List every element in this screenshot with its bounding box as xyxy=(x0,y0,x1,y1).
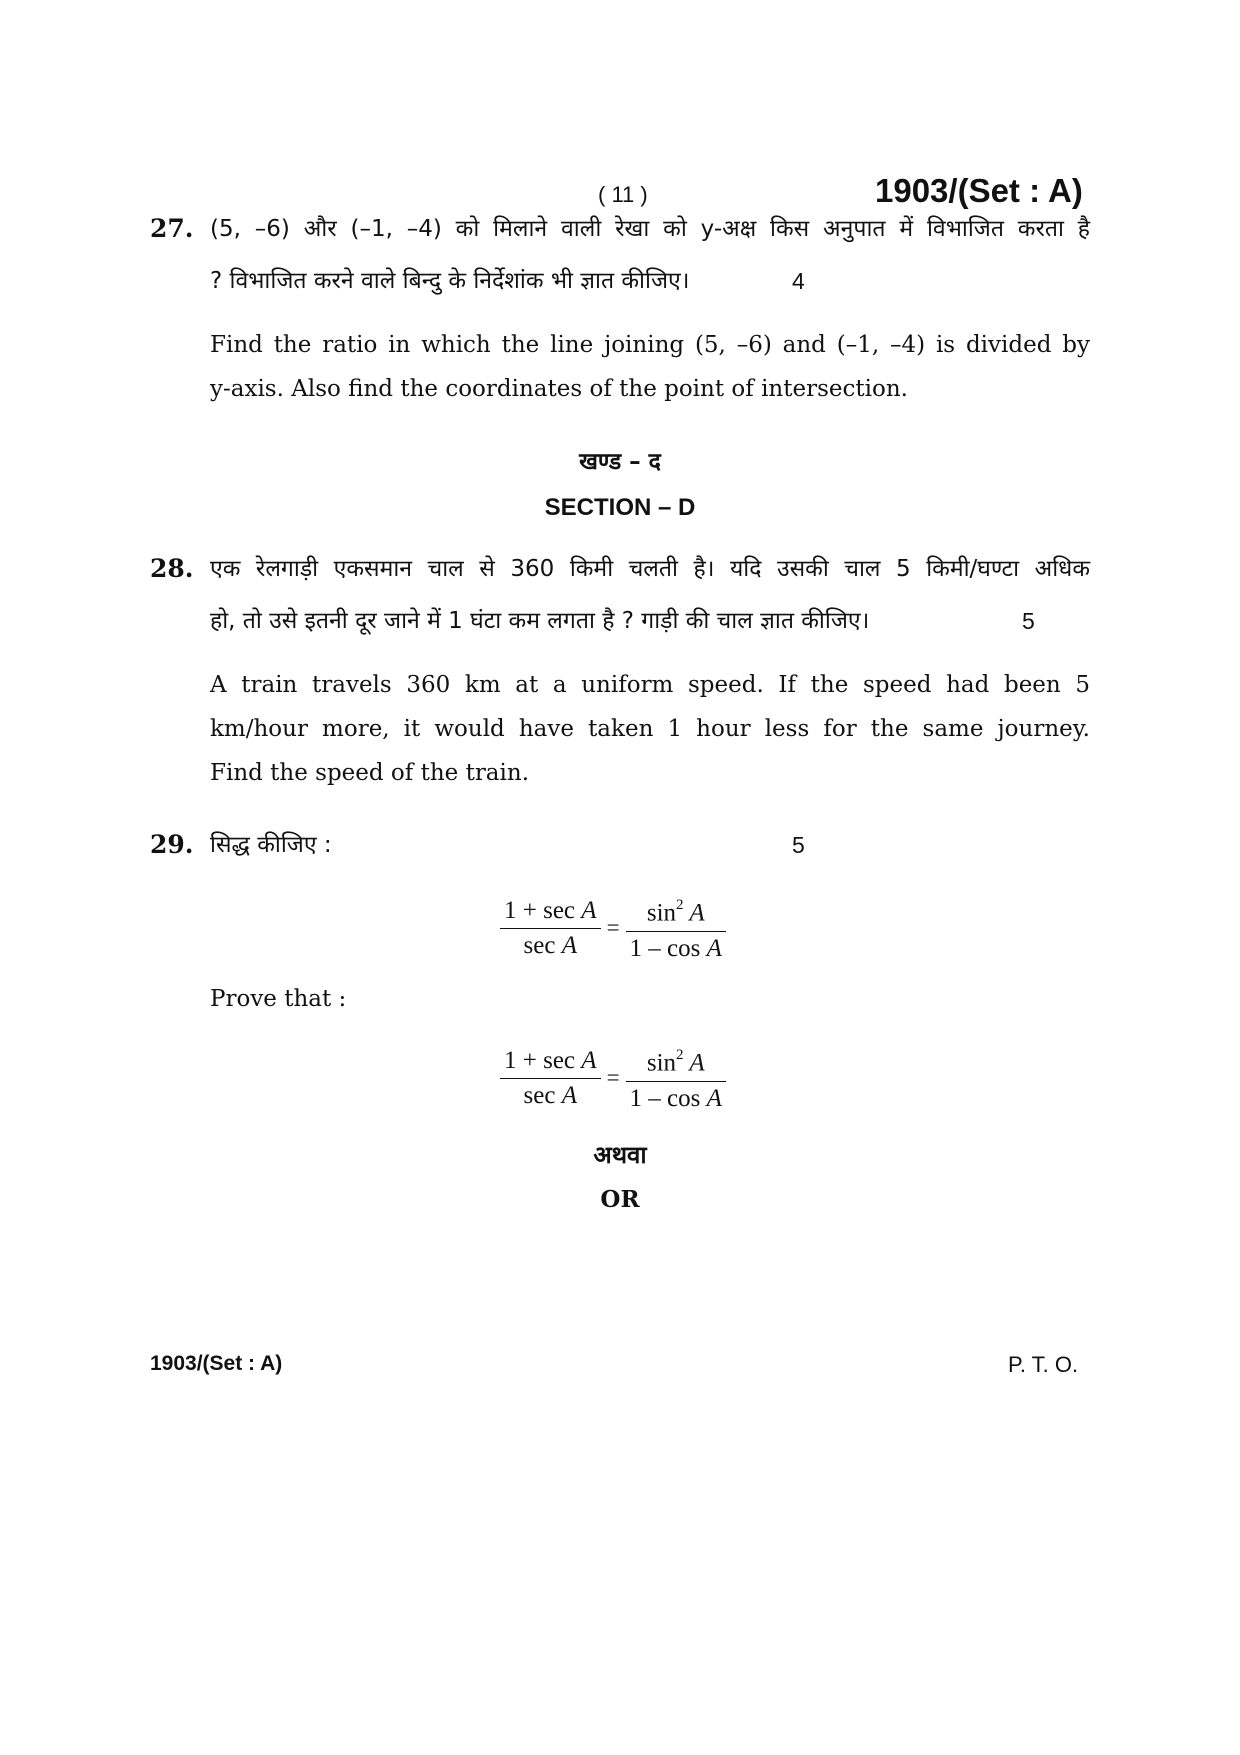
question-28-english-line-3: Find the speed of the train. xyxy=(210,760,530,786)
or-separator-hindi: अथवा xyxy=(593,1141,647,1169)
question-28-english-line-2: km/hour more, it would have taken 1 hour less for the same journey. xyxy=(210,716,1090,742)
question-28-hindi-line-2: हो, तो उसे इतनी दूर जाने में 1 घंटा कम लगता है ? गाड़ी की चाल ज्ञात कीजिए। xyxy=(210,608,870,634)
question-28-english-line-1: A train travels 360 km at a uniform speed. If the speed had been 5 xyxy=(210,672,1090,698)
question-27-hindi-line-1: (5, –6) और (–1, –4) को मिलाने वाली रेखा को y-अक्ष किस अनुपात में विभाजित करता है xyxy=(210,216,1090,242)
question-27-hindi-line-2: ? विभाजित करने वाले बिन्दु के निर्देशांक भी ज्ञात कीजिए। xyxy=(210,268,690,294)
paper-code-header: 1903/(Set : A) xyxy=(875,172,1083,209)
identity-equation-hindi xyxy=(500,890,740,966)
section-heading-english: SECTION – D xyxy=(544,494,696,521)
section-heading-hindi: खण्ड – द xyxy=(579,449,661,475)
question-28-hindi-line-1: एक रेलगाड़ी एकसमान चाल से 360 किमी चलती है। यदि उसकी चाल 5 किमी/घण्टा अधिक xyxy=(210,556,1090,582)
question-27-number: 27. xyxy=(150,214,194,243)
or-separator-english: OR xyxy=(600,1186,640,1213)
question-29-hindi-prompt: सिद्ध कीजिए : xyxy=(210,832,332,858)
question-29-english-prompt: Prove that : xyxy=(210,986,347,1012)
equals-sign: = xyxy=(606,1065,620,1090)
question-29-number: 29. xyxy=(150,830,194,859)
paper-code-footer: 1903/(Set : A) xyxy=(150,1352,283,1375)
rhs-fraction: $\frac{\sin^2 A}{\text{1 – cos A}}$ xyxy=(626,890,726,965)
equals-sign: = xyxy=(606,915,620,940)
question-28-number: 28. xyxy=(150,554,194,583)
lhs-fraction: $\frac{\text{1 + sec A}}{\text{sec A}}$ xyxy=(500,894,601,963)
rhs-fraction: $\frac{\sin^2 A}{\text{1 – cos A}}$ xyxy=(626,1040,726,1115)
question-27-english-line-2: y-axis. Also find the coordinates of the point of intersection. xyxy=(210,376,908,402)
identity-equation-english xyxy=(500,1040,740,1116)
please-turn-over: P. T. O. xyxy=(1008,1352,1079,1377)
question-28-marks: 5 xyxy=(1022,608,1035,634)
question-27-marks: 4 xyxy=(792,268,805,294)
page-number: ( 11 ) xyxy=(598,182,648,207)
question-29-marks: 5 xyxy=(792,832,805,858)
question-27-english-line-1: Find the ratio in which the line joining (5, –6) and (–1, –4) is divided by xyxy=(210,332,1090,358)
lhs-fraction: $\frac{\text{1 + sec A}}{\text{sec A}}$ xyxy=(500,1044,601,1113)
